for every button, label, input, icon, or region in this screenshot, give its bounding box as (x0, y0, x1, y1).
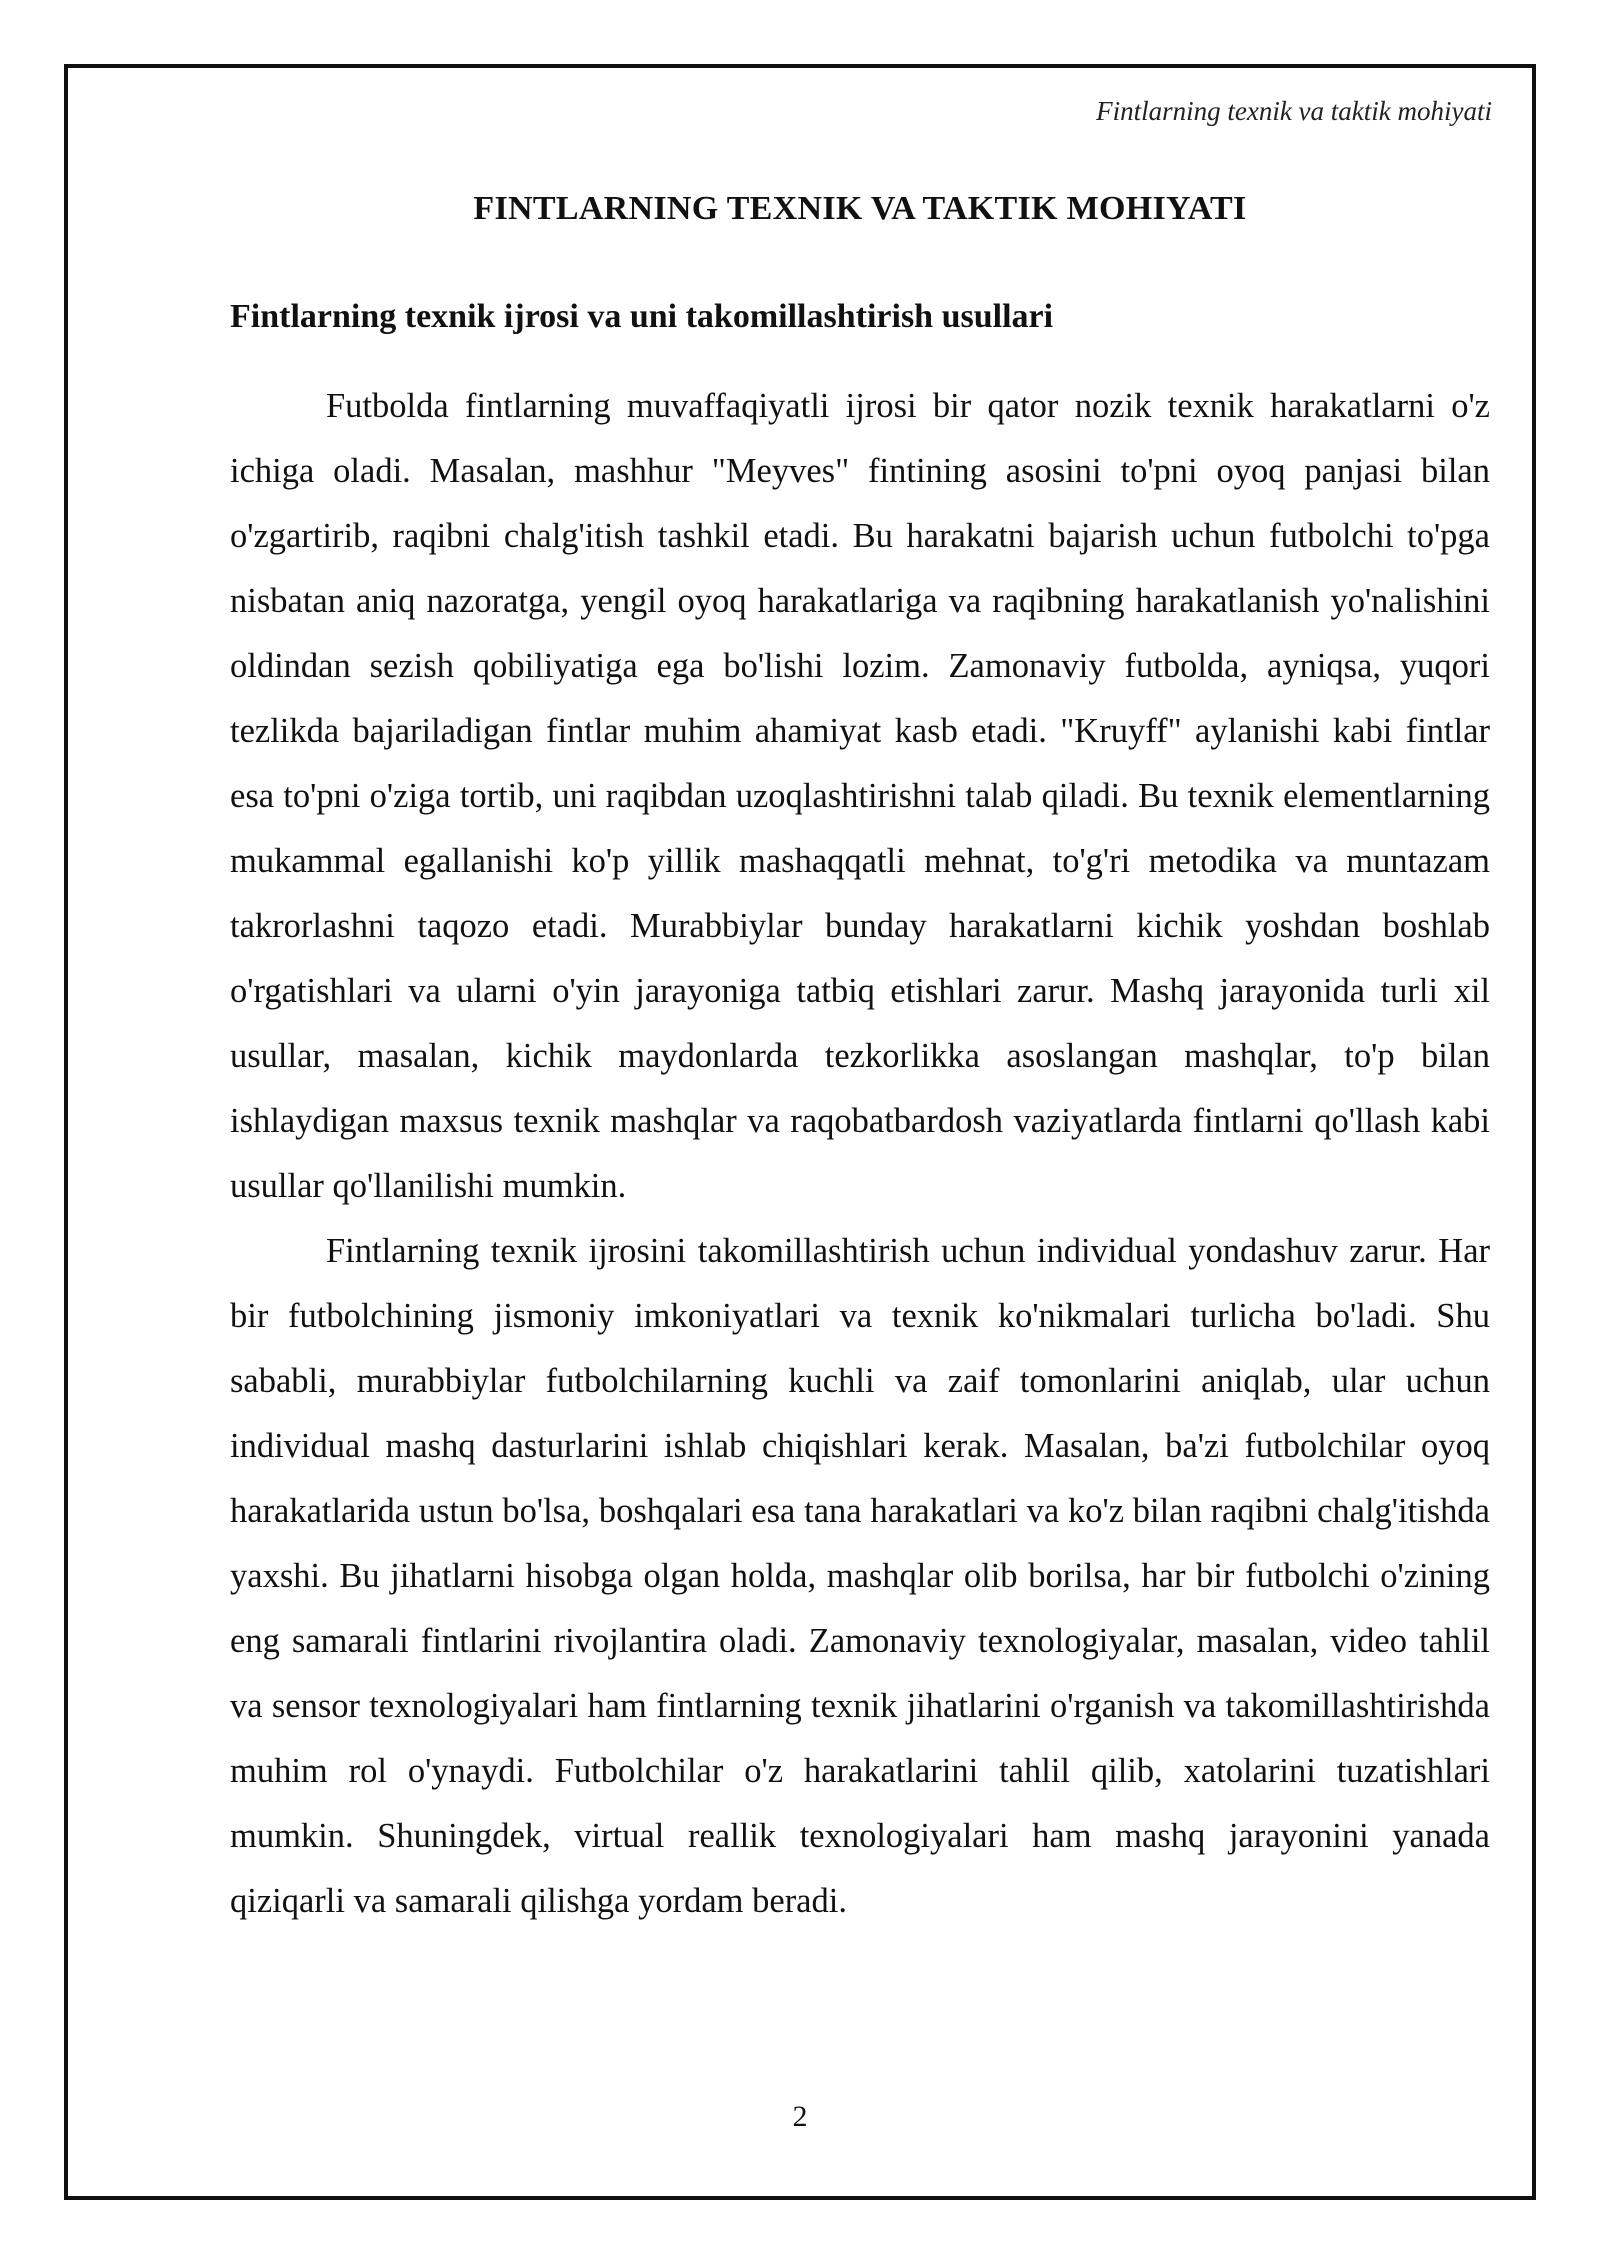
document-title: FINTLARNING TEXNIK VA TAKTIK MOHIYATI (473, 190, 1247, 227)
paragraph-1: Futbolda fintlarning muvaffaqiyatli ijrosi bir qator nozik texnik harakatlarni o'z ichiga oladi. Masalan, mashhur "Meyves" fintining asosini to'pni oyoq panjasi bilan o'zgartirib, raqibni chalg'itish tashkil etadi. Bu harakatni bajarish uchun futbolchi to'pga nisbatan aniq nazoratga, yengil oyoq harakatlariga va raqibning harakatlanish yo'nalishini oldindan sezish qobiliyatiga ega bo'lishi lozim. Zamonaviy futbolda, ayniqsa, yuqori tezlikda bajariladigan fintlar muhim ahamiyat kasb etadi. "Kruyff" aylanishi kabi fintlar esa to'pni o'ziga tortib, uni raqibdan uzoqlashtirishni talab qiladi. Bu texnik elementlarning mukammal egallanishi ko'p yillik mashaqqatli mehnat, to'g'ri metodika va muntazam takrorlashni taqozo etadi. Murabbiylar bunday harakatlarni kichik yoshdan boshlab o'rgatishlari va ularni o'yin jarayoniga tatbiq etishlari zarur. Mashq jarayonida turli xil usullar, masalan, kichik maydonlarda tezkorlikka asoslangan mashqlar, to'p bilan ishlaydigan maxsus texnik mashqlar va raqobatbardosh vaziyatlarda fintlarni qo'llash kabi usullar qo'llanilishi mumkin. (230, 387, 1490, 1205)
page-number: 2 (792, 2100, 808, 2133)
running-header: Fintlarning texnik va taktik mohiyati (1096, 96, 1492, 126)
paragraph-2: Fintlarning texnik ijrosini takomillashtirish uchun individual yondashuv zarur. Har bir futbolchining jismoniy imkoniyatlari va texnik ko'nikmalari turlicha bo'ladi. Shu sababli, murabbiylar futbolchilarning kuchli va zaif tomonlarini aniqlab, ular uchun individual mashq dasturlarini ishlab chiqishlari kerak. Masalan, ba'zi futbolchilar oyoq harakatlarida ustun bo'lsa, boshqalari esa tana harakatlari va ko'z bilan raqibni chalg'itishda yaxshi. Bu jihatlarni hisobga olgan holda, mashqlar olib borilsa, har bir futbolchi o'zining eng samarali fintlarini rivojlantira oladi. Zamonaviy texnologiyalar, masalan, video tahlil va sensor texnologiyalari ham fintlarning texnik jihatlarini o'rganish va takomillashtirishda muhim rol o'ynaydi. Futbolchilar o'z harakatlarini tahlil qilib, xatolarini tuzatishlari mumkin. Shuningdek, virtual reallik texnologiyalari ham mashq jarayonini yanada qiziqarli va samarali qilishga yordam beradi. (230, 1232, 1490, 1920)
section-heading: Fintlarning texnik ijrosi va uni takomillashtirish usullari (230, 298, 1054, 335)
body-text (230, 374, 1490, 1934)
